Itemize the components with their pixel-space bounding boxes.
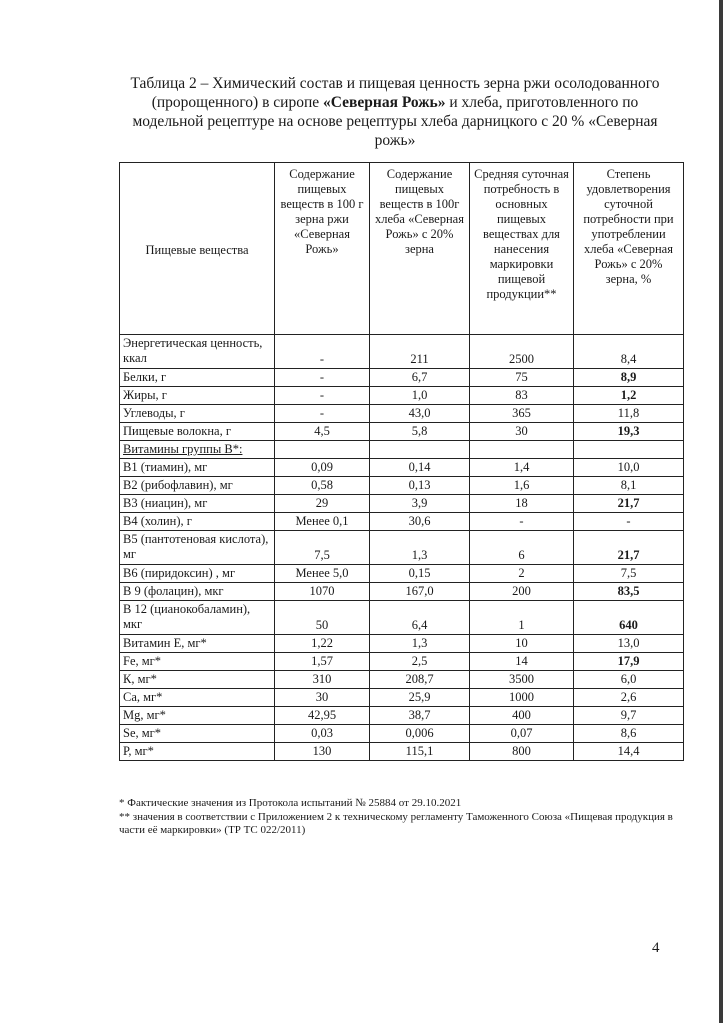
footnote-2: ** значения в соответствии с Приложением 2 к техническому регламенту Таможенного Союза «Пищевая продукция в части её маркировки» (ТР ТС 022/2011) — [119, 810, 673, 836]
cell-grain: - — [275, 369, 370, 387]
footnote-1: * Фактические значения из Протокола испытаний № 25884 от 29.10.2021 — [119, 797, 462, 809]
cell-grain: 30 — [275, 689, 370, 707]
cell-bread: 3,9 — [370, 495, 470, 513]
cell-pct: 17,9 — [574, 653, 684, 671]
cell-need: 30 — [470, 423, 574, 441]
cell-bread: 0,006 — [370, 725, 470, 743]
table-row — [120, 387, 684, 405]
cell-need: - — [470, 513, 574, 531]
cell-pct: 8,4 — [574, 335, 684, 369]
cell-grain: 310 — [275, 671, 370, 689]
table-row — [120, 513, 684, 531]
cell-grain: 1,57 — [275, 653, 370, 671]
table-row — [120, 743, 684, 761]
caption-part1: Таблица 2 – Химический состав и пищевая ценность зерна ржи осолодованного (пророщенного) в сиропе — [130, 75, 660, 111]
table-row — [120, 405, 684, 423]
header-satisfaction-pct: Степень удовлетворения суточной потребности при употреблении хлеба «Северная Рожь» с 20% зерна, % — [574, 163, 684, 335]
cell-bread: 2,5 — [370, 653, 470, 671]
header-grain-content: Содержание пищевых веществ в 100 г зерна ржи «Северная Рожь» — [275, 163, 370, 335]
cell-nutrient: В5 (пантотеновая кислота), мг — [120, 531, 275, 565]
cell-grain: 7,5 — [275, 531, 370, 565]
table-row — [120, 335, 684, 369]
cell-pct: 19,3 — [574, 423, 684, 441]
cell-nutrient: Витамин Е, мг* — [120, 635, 275, 653]
cell-need: 200 — [470, 583, 574, 601]
table-row — [120, 477, 684, 495]
table-row — [120, 423, 684, 441]
cell-nutrient: Белки, г — [120, 369, 275, 387]
table-row — [120, 725, 684, 743]
cell-grain — [275, 441, 370, 459]
cell-bread: 25,9 — [370, 689, 470, 707]
scan-edge-divider — [719, 0, 723, 1023]
cell-grain: 130 — [275, 743, 370, 761]
table-header-row — [120, 163, 684, 335]
cell-pct: 2,6 — [574, 689, 684, 707]
cell-need: 83 — [470, 387, 574, 405]
cell-need: 1,4 — [470, 459, 574, 477]
cell-nutrient: В6 (пиридоксин) , мг — [120, 565, 275, 583]
cell-pct: 7,5 — [574, 565, 684, 583]
cell-nutrient: Fe, мг* — [120, 653, 275, 671]
cell-bread: 115,1 — [370, 743, 470, 761]
table-row — [120, 495, 684, 513]
cell-pct: 11,8 — [574, 405, 684, 423]
table-row — [120, 441, 684, 459]
cell-grain: 1,22 — [275, 635, 370, 653]
page-number: 4 — [652, 940, 660, 956]
cell-bread: 1,3 — [370, 635, 470, 653]
cell-pct: 640 — [574, 601, 684, 635]
cell-need: 2 — [470, 565, 574, 583]
cell-nutrient: Са, мг* — [120, 689, 275, 707]
cell-need: 800 — [470, 743, 574, 761]
cell-bread — [370, 441, 470, 459]
cell-nutrient: Углеводы, г — [120, 405, 275, 423]
cell-grain: 0,09 — [275, 459, 370, 477]
cell-pct: 14,4 — [574, 743, 684, 761]
cell-nutrient: Жиры, г — [120, 387, 275, 405]
cell-pct — [574, 441, 684, 459]
table-row — [120, 653, 684, 671]
cell-grain: 29 — [275, 495, 370, 513]
cell-grain: 1070 — [275, 583, 370, 601]
table-row — [120, 601, 684, 635]
header-bread-content: Содержание пищевых веществ в 100г хлеба «Северная Рожь» с 20% зерна — [370, 163, 470, 335]
cell-bread: 208,7 — [370, 671, 470, 689]
cell-need: 0,07 — [470, 725, 574, 743]
cell-nutrient: Р, мг* — [120, 743, 275, 761]
cell-bread: 167,0 — [370, 583, 470, 601]
cell-nutrient: В3 (ниацин), мг — [120, 495, 275, 513]
cell-need: 14 — [470, 653, 574, 671]
cell-nutrient: К, мг* — [120, 671, 275, 689]
cell-need: 18 — [470, 495, 574, 513]
cell-need: 365 — [470, 405, 574, 423]
cell-pct: 8,6 — [574, 725, 684, 743]
cell-grain: 42,95 — [275, 707, 370, 725]
cell-bread: 6,4 — [370, 601, 470, 635]
cell-pct: 83,5 — [574, 583, 684, 601]
cell-need: 400 — [470, 707, 574, 725]
cell-nutrient-group: Витамины группы В*: — [120, 441, 275, 459]
cell-bread: 30,6 — [370, 513, 470, 531]
table-row — [120, 531, 684, 565]
cell-need — [470, 441, 574, 459]
header-daily-need: Средняя суточная потребность в основных пищевых веществах для нанесения маркировки пищевой продукции** — [470, 163, 574, 335]
cell-bread: 43,0 — [370, 405, 470, 423]
cell-grain: Менее 5,0 — [275, 565, 370, 583]
table-row — [120, 635, 684, 653]
cell-grain: - — [275, 405, 370, 423]
table-footnotes — [119, 797, 679, 838]
table-row — [120, 565, 684, 583]
nutrition-table — [119, 162, 684, 761]
cell-nutrient: Se, мг* — [120, 725, 275, 743]
cell-pct: 8,9 — [574, 369, 684, 387]
cell-need: 75 — [470, 369, 574, 387]
cell-nutrient: В2 (рибофлавин), мг — [120, 477, 275, 495]
cell-pct: 21,7 — [574, 531, 684, 565]
header-nutrient: Пищевые вещества — [120, 163, 275, 335]
table-row — [120, 689, 684, 707]
cell-grain: - — [275, 387, 370, 405]
cell-need: 10 — [470, 635, 574, 653]
cell-need: 3500 — [470, 671, 574, 689]
cell-pct: 1,2 — [574, 387, 684, 405]
cell-bread: 1,0 — [370, 387, 470, 405]
cell-grain: 0,58 — [275, 477, 370, 495]
cell-pct: 21,7 — [574, 495, 684, 513]
cell-grain: 0,03 — [275, 725, 370, 743]
cell-nutrient: В1 (тиамин), мг — [120, 459, 275, 477]
table-row — [120, 671, 684, 689]
cell-nutrient: Энергетическая ценность, ккал — [120, 335, 275, 369]
table-caption — [125, 74, 665, 150]
cell-pct: - — [574, 513, 684, 531]
cell-pct: 6,0 — [574, 671, 684, 689]
cell-pct: 10,0 — [574, 459, 684, 477]
cell-bread: 0,15 — [370, 565, 470, 583]
caption-part2: и хлеба, приготовленного по модельной рецептуре на основе рецептуры хлеба дарницкого с 20 % «Северная рожь» — [132, 94, 658, 149]
cell-bread: 38,7 — [370, 707, 470, 725]
cell-nutrient: В4 (холин), г — [120, 513, 275, 531]
cell-nutrient: Пищевые волокна, г — [120, 423, 275, 441]
cell-bread: 0,14 — [370, 459, 470, 477]
cell-bread: 1,3 — [370, 531, 470, 565]
cell-need: 2500 — [470, 335, 574, 369]
cell-pct: 9,7 — [574, 707, 684, 725]
cell-need: 1000 — [470, 689, 574, 707]
table-row — [120, 459, 684, 477]
cell-pct: 8,1 — [574, 477, 684, 495]
cell-bread: 6,7 — [370, 369, 470, 387]
cell-nutrient: В 12 (цианокобаламин), мкг — [120, 601, 275, 635]
table-row — [120, 707, 684, 725]
cell-grain: 50 — [275, 601, 370, 635]
table-row — [120, 369, 684, 387]
cell-bread: 211 — [370, 335, 470, 369]
caption-brand: «Северная Рожь» — [323, 94, 446, 111]
cell-nutrient: В 9 (фолацин), мкг — [120, 583, 275, 601]
cell-grain: - — [275, 335, 370, 369]
cell-nutrient: Mg, мг* — [120, 707, 275, 725]
cell-need: 1,6 — [470, 477, 574, 495]
cell-need: 6 — [470, 531, 574, 565]
cell-need: 1 — [470, 601, 574, 635]
cell-grain: 4,5 — [275, 423, 370, 441]
cell-grain: Менее 0,1 — [275, 513, 370, 531]
cell-pct: 13,0 — [574, 635, 684, 653]
cell-bread: 5,8 — [370, 423, 470, 441]
cell-bread: 0,13 — [370, 477, 470, 495]
table-row — [120, 583, 684, 601]
